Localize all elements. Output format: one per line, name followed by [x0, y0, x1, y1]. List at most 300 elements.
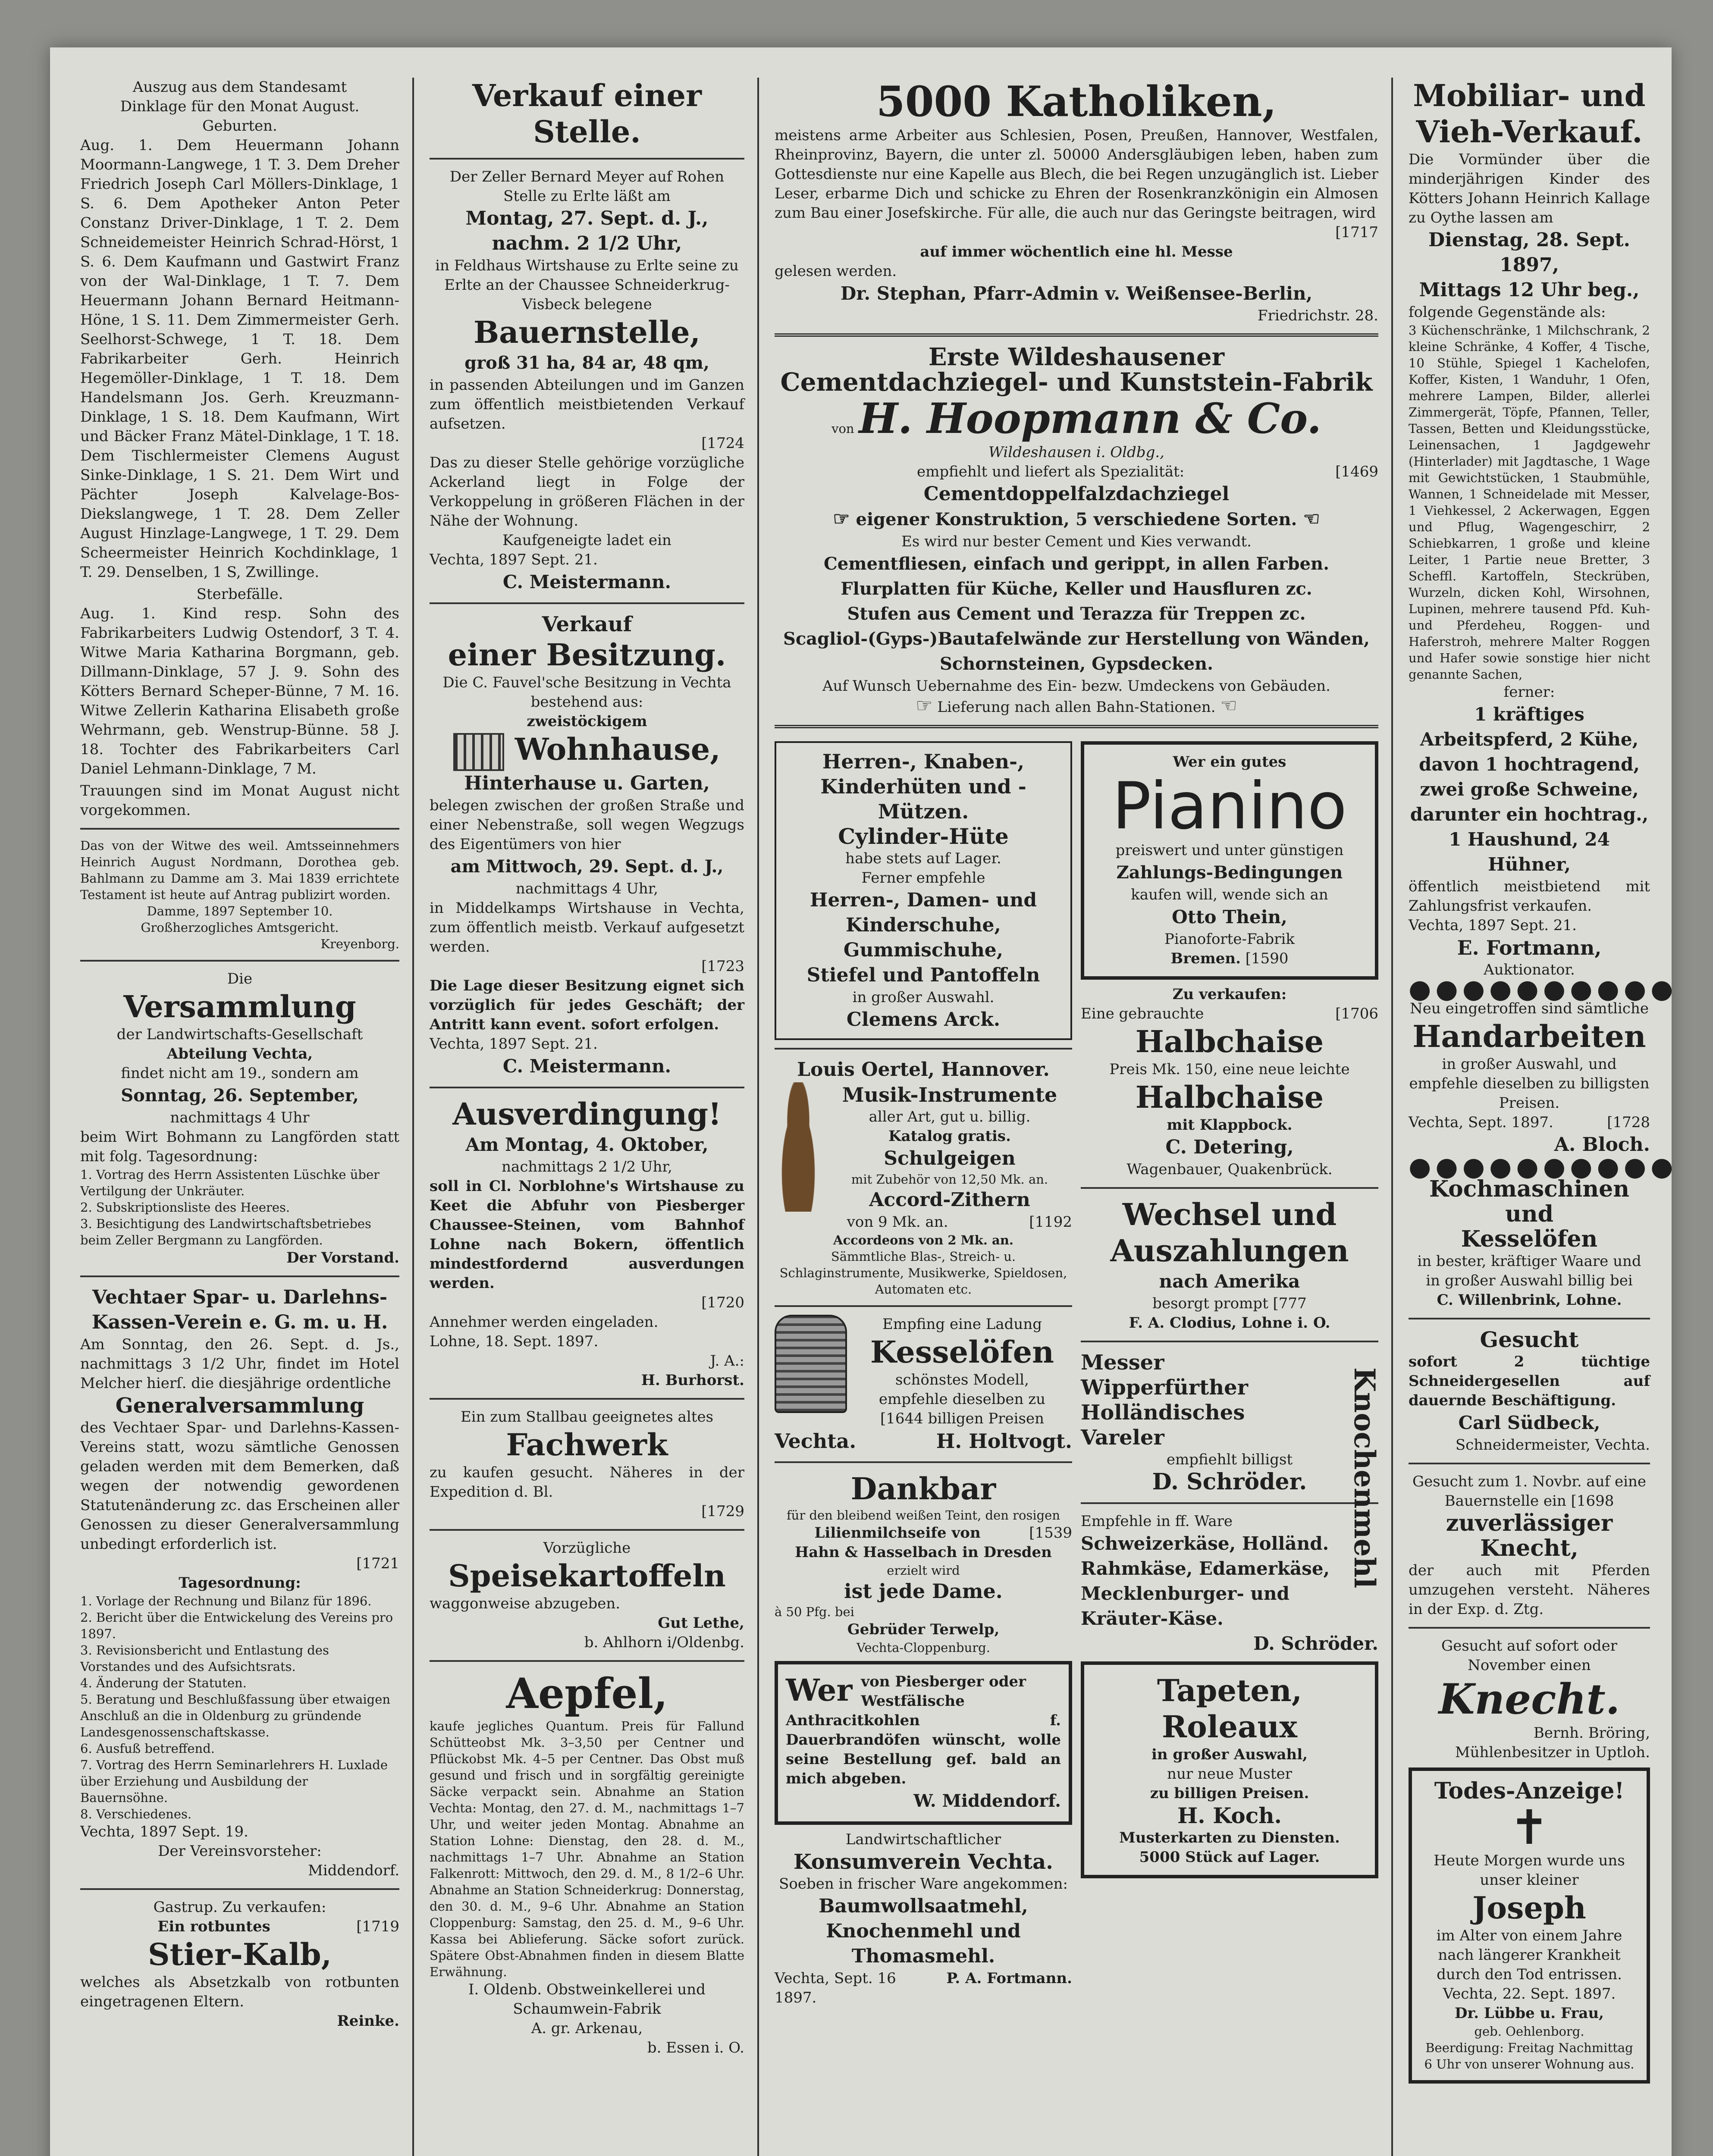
- kochm-title1: Kochmaschinen und: [1429, 1176, 1630, 1227]
- todes-sign2: geb. Oehlenborg.: [1474, 2024, 1584, 2039]
- besitzung-text4: Die Lage dieser Besitzung eignet sich vorzüglich für jedes Geschäft; der Antritt kann event. sofort erfolgen.: [430, 977, 744, 1033]
- hoopmann-p1c: Es wird nur bester Cement und Kies verwandt.: [901, 533, 1252, 550]
- hoopmann-ref: [1469: [1335, 463, 1378, 480]
- todes-date: Vechta, 22. Sept. 1897.: [1443, 1985, 1616, 2002]
- knecht2-title: Knecht.: [1438, 1675, 1620, 1724]
- dankbar-sign1: Gebrüder Terwelp,: [847, 1621, 1000, 1638]
- pointing-hand-icon: ☜: [1220, 695, 1237, 717]
- halbchaise-ad: [1081, 985, 1378, 1179]
- ausverdingung-ad: [430, 1096, 744, 1390]
- house-icon: [453, 733, 504, 771]
- stier-sign: Reinke.: [337, 2012, 399, 2030]
- konsum-title1: Landwirtschaftlicher: [845, 1831, 1001, 1848]
- besitzung-wohn: Wohnhause,: [515, 731, 721, 767]
- halbchaise-sign2: Wagenbauer, Quakenbrück.: [1126, 1161, 1333, 1178]
- konsum-text2: Baumwollsaatmehl, Knochenmehl und Thomasmehl.: [819, 1895, 1028, 1967]
- sparverein-signer: Middendorf.: [308, 1862, 399, 1879]
- aepfel-ad: [430, 1670, 744, 2058]
- versammlung-die: Die: [227, 970, 253, 987]
- hoopmann-p1: Cementdoppelfalzdachziegel: [923, 483, 1230, 505]
- katholiken-text: meistens arme Arbeiter aus Schlesien, Posen, Preußen, Hannover, Westfalen, Rheinprovinz, Bayern, die unter zl. 50000 Andersgläubigen leben, haben zum Gottesdienste nur eine Kapelle aus Blech, die bei Regen unzugänglich ist. Lieber Leser, erbarme Dich und schicke zu Ehren der Rosenkranzkönigin ein Almosen zum Bau einer Josefskirche. Für alle, die auch nur das Geringste beitragen, wird: [775, 127, 1378, 222]
- testament-notice: [80, 837, 399, 952]
- konsum-date: Vechta, Sept. 16 1897.: [775, 1970, 896, 2006]
- sparverein-item: 2. Bericht über die Entwickelung des Vereins pro 1897.: [80, 1610, 393, 1641]
- pianino-text2: Zahlungs-Bedingungen: [1116, 862, 1343, 883]
- pianino-title: Pianino: [1112, 769, 1347, 844]
- schroeder-vertical: Knochenmehl: [1348, 1367, 1381, 1589]
- pianino-text3: kaufen will, wende sich an: [1131, 886, 1328, 903]
- versammlung-item: 1. Vortrag des Herrn Assistenten Lüschke über Vertilgung der Unkräuter.: [80, 1167, 380, 1198]
- fachwerk-ref: [1729: [701, 1503, 744, 1520]
- oertel-title: Louis Oertel, Hannover.: [797, 1059, 1050, 1081]
- arck-ad: [775, 741, 1072, 1040]
- wechsel-text1: nach Amerika: [1159, 1271, 1300, 1292]
- bloch-title: Handarbeiten: [1412, 1018, 1646, 1054]
- pointing-hand-icon: ☞: [833, 508, 850, 530]
- versammlung-title: Versammlung: [123, 989, 356, 1025]
- column-rule: [412, 78, 414, 2156]
- wer-title: Wer: [786, 1672, 853, 1708]
- bloch-text2: in großer Auswahl, und empfehle dieselben zu billigsten Preisen.: [1409, 1056, 1650, 1112]
- sparverein-sign: Der Vereinsvorsteher:: [158, 1843, 322, 1860]
- divider: [1081, 1502, 1378, 1504]
- dankbar-ad: [775, 1471, 1072, 1656]
- versammlung-time: nachmittags 4 Uhr: [170, 1109, 310, 1126]
- dankbar-text3: Hahn & Hasselbach in Dresden: [795, 1544, 1052, 1561]
- stier-head: Gastrup. Zu verkaufen:: [153, 1899, 326, 1916]
- hoopmann-p3: Flurplatten für Küche, Keller und Hausfluren zc.: [841, 579, 1312, 599]
- ausverd-sign: H. Burhorst.: [641, 1372, 744, 1389]
- column-3: [775, 77, 1381, 2156]
- katholiken-addr: Friedrichstr. 28.: [1258, 307, 1378, 324]
- dankbar-sign2: Vechta-Cloppenburg.: [856, 1640, 990, 1655]
- dankbar-text6: à 50 Pfg. bei: [775, 1604, 854, 1619]
- aepfel-title: Aepfel,: [506, 1669, 668, 1718]
- knecht1-title: zuverlässiger Knecht,: [1446, 1510, 1613, 1561]
- koch-text3: zu billigen Preisen.: [1150, 1785, 1309, 1802]
- testament-date: Damme, 1897 September 10.: [147, 904, 333, 918]
- mobiliar-text3: 3 Küchenschränke, 1 Milchschrank, 2 kleine Schränke, 4 Koffer, 4 Tische, 10 Stühle, Spiegel 1 Kachelofen, Koffer, Kisten, 1 Wanduhr, 1 Ofen, mehrere Lampen, Bilder, allerlei Zimmergerät, Töpfe, Pfannen, Teller, Tassen, Betten und Kleidungsstücke, Leinensachen, 1 Jagdgewehr (Hinterlader) mit Jagdtasche, 1 Wage mit Gewichtstücken, 1 Staubmühle, Wannen, 1 Schneidelade mit Messer, 1 Viehkessel, 2 Ackerwagen, Eggen und Pflug, Wagengeschirr, 2 Schiebkarren, 1 große und kleine Leiter, 1 Partie neue Bretter, 3 Scheffl. Kartoffeln, Steckrüben, Wurzeln, dicken Kohl, Wirsohnen, Lupinen, mehrere tausend Pfd. Kuh- und Pferdeheu, Roggen- und Haferstroh, mehrere Malter Roggen und Hafer sowie sonstige hier nicht genannte Sachen,: [1409, 323, 1650, 682]
- hoopmann-p2: Cementfliesen, einfach und gerippt, in allen Farben.: [823, 554, 1330, 574]
- schroeder-cheese: Schweizerkäse, Holländ. Rahmkäse, Edamerkäse, Mecklenburger- und Kräuter-Käse.: [1081, 1533, 1330, 1629]
- dankbar-text4: erzielt wird: [887, 1563, 960, 1578]
- verkauf-stelle-ad: [430, 78, 744, 595]
- kessel-text3: billigen Preisen: [928, 1410, 1045, 1427]
- divider: [1409, 1627, 1650, 1629]
- knecht2-sign: Bernh. Bröring,: [1533, 1724, 1650, 1742]
- kartoffeln-text: waggonweise abzugeben.: [430, 1595, 621, 1612]
- verkauf-size: groß 31 ha, 84 ar, 48 qm,: [464, 353, 709, 373]
- todes-anzeige: [1409, 1767, 1650, 2084]
- ausverd-date2: Lohne, 18. Sept. 1897.: [430, 1333, 599, 1350]
- knecht1-text2: der auch mit Pferden umzugehen versteht. Näheres in der Exp. d. Ztg.: [1409, 1562, 1650, 1618]
- verkauf-date2: Vechta, 1897 Sept. 21.: [430, 551, 598, 568]
- divider: [80, 828, 399, 830]
- ausverd-text: soll in Cl. Norblohne's Wirtshause zu Keet die Abfuhr von Piesberger Chaussee-Steinen, vom Bahnhof Lohne nach Bokern, öffentlich mindestfordernd ausverdungen werden.: [430, 1178, 744, 1292]
- ausverd-date: Am Montag, 4. Oktober,: [465, 1134, 709, 1155]
- pianino-text1: preiswert und unter günstigen: [1115, 842, 1344, 859]
- besitzung-text1: Die C. Fauvel'sche Besitzung in Vechta bestehend aus:: [442, 674, 731, 711]
- column-4: [1409, 78, 1678, 2156]
- todes-title: Todes-Anzeige!: [1434, 1778, 1625, 1804]
- sterbe-heading: Sterbefälle.: [196, 586, 283, 603]
- wechsel-text2: besorgt prompt: [1152, 1295, 1268, 1312]
- sparverein-date: Vechta, 1897 Sept. 19.: [80, 1823, 248, 1840]
- column-3-left: [775, 736, 1072, 2008]
- kessel-title: Kesselöfen: [870, 1334, 1054, 1370]
- halbchaise-title1: Halbchaise: [1135, 1024, 1324, 1059]
- todes-text2: im Alter von einem Jahre nach längerer Krankheit durch den Tod entrissen.: [1436, 1927, 1622, 1983]
- knecht2-text1: Gesucht auf sofort oder November einen: [1441, 1637, 1617, 1674]
- arck-text2: Ferner empfehle: [861, 869, 985, 887]
- verkauf-text2: in Feldhaus Wirtshause zu Erlte seine zu Erlte an der Chaussee Schneiderkrug-Visbeck belegene: [435, 257, 739, 313]
- pointing-hand-icon: ☞: [916, 695, 933, 717]
- divider: [430, 602, 744, 604]
- katholiken-appeal: [775, 78, 1378, 326]
- pointing-hand-icon: ☜: [1303, 508, 1320, 530]
- wechsel-sign: F. A. Clodius, Lohne i. O.: [1129, 1314, 1330, 1332]
- verkauf-date: Montag, 27. Sept. d. J.,: [465, 207, 709, 229]
- schroeder-sign: D. Schröder.: [1152, 1469, 1307, 1495]
- besitzung-date2: Vechta, 1897 Sept. 21.: [430, 1035, 598, 1053]
- mobiliar-sign2: Auktionator.: [1484, 961, 1575, 978]
- konsum-ad: [775, 1830, 1072, 2008]
- pianino-head: Wer ein gutes: [1173, 753, 1286, 771]
- aepfel-sign4: b. Essen i. O.: [647, 2039, 744, 2056]
- divider: [1409, 1318, 1650, 1319]
- oertel-text6: Sämmtliche Blas-, Streich- u. Schlaginstrumente, Musikwerke, Spieldosen, Automaten etc.: [779, 1249, 1067, 1297]
- oertel-text2: Katalog gratis.: [888, 1128, 1011, 1145]
- fachwerk-text2: zu kaufen gesucht. Näheres in der Expedition d. Bl.: [430, 1464, 744, 1501]
- besitzung-title2: einer Besitzung.: [448, 637, 726, 673]
- sparverein-item: 4. Änderung der Statuten.: [80, 1676, 247, 1690]
- kessel-place: Vechta.: [775, 1429, 856, 1453]
- kessel-text2: empfehle dieselben zu: [878, 1391, 1046, 1408]
- mobiliar-time: Mittags 12 Uhr beg.,: [1419, 279, 1640, 301]
- verkauf-besitzung-ad: [430, 612, 744, 1079]
- divider: [1409, 1463, 1650, 1464]
- mobiliar-date2: Vechta, 1897 Sept. 21.: [1409, 917, 1577, 934]
- knecht2-ad: [1409, 1636, 1650, 1762]
- divider: [430, 1398, 744, 1400]
- divider: [430, 158, 744, 160]
- sparverein-tages: Tagesordnung:: [179, 1574, 301, 1592]
- katholiken-title: 5000 Katholiken,: [876, 77, 1277, 126]
- halbchaise-ref: [1706: [1335, 1005, 1378, 1022]
- koch-text1: in großer Auswahl,: [1151, 1746, 1308, 1763]
- ornament-divider: ●●●●●●●●●●: [1409, 974, 1678, 1004]
- verkauf-time: nachm. 2 1/2 Uhr,: [492, 232, 682, 254]
- konsum-title2: Konsumverein Vechta.: [794, 1850, 1053, 1874]
- kessel-sign: H. Holtvogt.: [936, 1429, 1072, 1453]
- aepfel-sign3: A. gr. Arkenau,: [531, 2020, 643, 2037]
- kochm-title2: Kesselöfen: [1461, 1226, 1598, 1252]
- fachwerk-ad: [430, 1407, 744, 1521]
- halbchaise-sign: C. Detering,: [1165, 1136, 1294, 1158]
- arck-title: Herren-, Knaben-, Kinderhüten und -Mützen.: [820, 750, 1026, 823]
- verkauf-text3: in passenden Abteilungen und im Ganzen zum öffentlich meistbietenden Verkauf aufsetzen.: [430, 376, 744, 432]
- versammlung-item: 3. Besichtigung des Landwirtschaftsbetriebes beim Zeller Bergmann zu Langförden.: [80, 1216, 371, 1247]
- versammlung-notice: [80, 969, 399, 1268]
- sparverein-gv: Generalversammlung: [115, 1394, 364, 1418]
- schroeder-item: Holländisches: [1081, 1401, 1245, 1425]
- oertel-text3: mit Zubehör von 12,50 Mk. an.: [851, 1172, 1048, 1187]
- kessel-head: Empfing eine Ladung: [882, 1316, 1042, 1333]
- sparverein-title2: Kassen-Verein e. G. m. u. H.: [91, 1311, 388, 1333]
- verkauf-bauern: Bauernstelle,: [473, 314, 701, 350]
- koch-title1: Tapeten,: [1157, 1673, 1302, 1708]
- testament-text: Das von der Witwe des weil. Amtsseinnehmers Heinrich August Nordmann, Dorothea geb. Bahlmann zu Damme am 3. Mai 1839 errichtete Testament ist heute auf Antrag publizirt worden.: [80, 838, 399, 902]
- column-2: [430, 78, 744, 2156]
- knecht1-ad: [1409, 1472, 1650, 1619]
- cross-icon: ✝: [1509, 1800, 1550, 1855]
- arck-cyl: Cylinder-Hüte: [838, 824, 1009, 849]
- divider: [775, 1305, 1072, 1307]
- besitzung-time: nachmittags 4 Uhr,: [515, 880, 659, 897]
- besitzung-text2: belegen zwischen der großen Straße und einer Nebenstraße, soll wegen Wegzugs des Eigentümers von hier: [430, 797, 744, 853]
- katholiken-sign: Dr. Stephan, Pfarr-Admin v. Weißensee-Berlin,: [840, 283, 1313, 304]
- schroeder-item: Wipperfürther: [1081, 1376, 1248, 1400]
- wechsel-title: Wechsel und Auszahlungen: [1110, 1197, 1349, 1269]
- kartoffeln-title: Speisekartoffeln: [448, 1558, 726, 1594]
- wechsel-ref: [777: [1273, 1295, 1307, 1312]
- versammlung-item: 2. Subskriptionsliste des Heeres.: [80, 1200, 290, 1215]
- stier-ref: [1719: [356, 1918, 399, 1935]
- oertel-text1: aller Art, gut u. billig.: [869, 1108, 1031, 1125]
- arck-stiefel: Stiefel und Pantoffeln: [806, 964, 1040, 986]
- dankbar-title: Dankbar: [850, 1471, 996, 1507]
- hoopmann-p5: Scagliol-(Gyps-)Bautafelwände zur Herstellung von Wänden, Schornsteinen, Gypsdecken.: [783, 629, 1370, 674]
- mobiliar-ferner: ferner:: [1503, 683, 1555, 701]
- knecht2-sign2: Mühlenbesitzer in Uptloh.: [1455, 1744, 1650, 1761]
- oertel-schul: Schulgeigen: [884, 1147, 1016, 1169]
- sparverein-item: 5. Beratung und Beschlußfassung über etwaigen Anschluß an die in Oldenburg zu gründende Landesgenossenschaftskasse.: [80, 1692, 391, 1739]
- arck-text3: in großer Auswahl.: [852, 989, 995, 1006]
- schroeder-text: empfiehlt billigst: [1166, 1451, 1293, 1468]
- sterbe-text: Aug. 1. Kind resp. Sohn des Fabrikarbeiters Ludwig Ostendorf, 3 T. 4. Witwe Maria Katharina Borgmann, geb. Dillmann-Dinklage, 57 J. 9. Sohn des Kötters Bernard Scheper-Bünne, 7 M. 16. Witwe Zellerin Katharina Elisabeth große Wehrmann, geb. Wenstrup-Bünne. 58 J. 18. Tochter des Fabrikarbeiters Carl Daniel Lehmann-Dinklage, 7 M.: [80, 605, 399, 777]
- divider: [775, 725, 1378, 728]
- arck-shoes: Herren-, Damen- und Kinderschuhe,: [809, 889, 1037, 936]
- stove-icon: [775, 1315, 847, 1413]
- mobiliar-title2: Vieh-Verkauf.: [1416, 114, 1643, 150]
- hoopmann-title1: Erste Wildeshausener: [928, 343, 1225, 371]
- besitzung-ref: [1723: [701, 958, 744, 975]
- hoopmann-title2: Cementdachziegel- und Kunststein-Fabrik: [780, 367, 1373, 397]
- koch-text2: nur neue Muster: [1167, 1765, 1292, 1783]
- kochm-sign: C. Willenbrink, Lohne.: [1437, 1291, 1622, 1309]
- sparverein-title1: Vechtaer Spar- u. Darlehns-: [92, 1286, 388, 1308]
- sparverein-item: 3. Revisionsbericht und Entlastung des Vorstandes und des Aufsichtsrats.: [80, 1643, 329, 1674]
- koch-text4: Musterkarten zu Diensten.: [1119, 1829, 1340, 1846]
- column-1: [80, 78, 399, 2156]
- schroeder-sign2: D. Schröder.: [1253, 1633, 1378, 1654]
- ornament-divider: ●●●●●●●●●●: [1409, 1152, 1678, 1182]
- dankbar-text1: für den bleibend weißen Teint, den rosigen: [786, 1508, 1060, 1523]
- halbchaise-text2: Preis Mk. 150, eine neue leichte: [1109, 1061, 1350, 1078]
- fachwerk-text1: Ein zum Stallbau geeignetes altes: [460, 1408, 714, 1426]
- wer-text1: von Piesberger oder Westfälische: [861, 1673, 1026, 1710]
- kessel-ad: [775, 1315, 1072, 1454]
- kochm-text: in bester, kräftiger Waare und in großer Auswahl billig bei: [1417, 1253, 1641, 1289]
- stier-text: welches als Absetzkalb von rotbunten eingetragenen Eltern.: [80, 1974, 399, 2010]
- pianino-ad: [1081, 741, 1378, 980]
- divider: [775, 1048, 1072, 1050]
- gesucht-sign: Carl Südbeck,: [1458, 1412, 1600, 1433]
- halbchaise-text3: mit Klappbock.: [1167, 1116, 1293, 1134]
- sparverein-text1: Am Sonntag, den 26. Sept. d. Js., nachmittags 3 1/2 Uhr, findet im Hotel Melcher hierſ. die diesjährige ordentliche: [80, 1336, 399, 1392]
- testament-signer: Kreyenborg.: [320, 937, 399, 951]
- pianino-ref: [1590: [1245, 950, 1289, 967]
- wer-ad: [775, 1661, 1072, 1825]
- verkauf-sign: C. Meistermann.: [502, 571, 671, 592]
- wechsel-ad: [1081, 1197, 1378, 1333]
- koch-text5: 5000 Stück auf Lager.: [1139, 1849, 1320, 1866]
- hoopmann-place: Wildeshausen i. Oldbg.,: [988, 444, 1164, 461]
- hoopmann-ad: [775, 345, 1378, 717]
- gesucht-title: Gesucht: [1480, 1327, 1579, 1352]
- sparverein-item: 8. Verschiedenes.: [80, 1807, 192, 1821]
- halbchaise-text1: Eine gebrauchte: [1081, 1005, 1204, 1022]
- newspaper-page: [50, 47, 1678, 2156]
- hoopmann-p4: Stufen aus Cement und Terazza für Treppen zc.: [847, 604, 1306, 624]
- violin-icon: [775, 1082, 822, 1212]
- schroeder-head2: Empfehle in ff. Ware: [1081, 1513, 1233, 1530]
- sparverein-ref: [1721: [356, 1555, 399, 1572]
- todes-text1: Heute Morgen wurde uns unser kleiner: [1434, 1852, 1625, 1889]
- standesamt-title: Auszug aus dem Standesamt: [132, 78, 347, 96]
- hoopmann-von: von: [831, 421, 854, 436]
- todes-text3: Beerdigung: Freitag Nachmittag 6 Uhr von unserer Wohnung aus.: [1424, 2040, 1635, 2071]
- mobiliar-text4: 1 kräftiges Arbeitspferd, 2 Kühe, davon 1 hochtragend, zwei große Schweine, darunter ein hochtrag., 1 Haushund, 24 Hühner,: [1410, 704, 1649, 875]
- knecht1-text1: Gesucht zum 1. Novbr. auf eine Bauernstelle ein: [1412, 1473, 1647, 1510]
- versammlung-sub1: der Landwirtschafts-Gesellschaft: [116, 1026, 363, 1043]
- mobiliar-title1: Mobiliar- und: [1413, 78, 1646, 113]
- divider: [430, 1529, 744, 1531]
- wer-text2: Anthracitkohlen f. Dauerbrandöfen wünscht, wolle seine Bestellung gef. bald an mich abgeben.: [786, 1712, 1061, 1787]
- oertel-text4: von 9 Mk. an.: [847, 1213, 948, 1231]
- halbchaise-head: Zu verkaufen:: [1172, 986, 1287, 1003]
- verkauf-ref: [1724: [701, 435, 744, 452]
- versammlung-text1: findet nicht am 19., sondern am: [121, 1065, 359, 1082]
- verkauf-title: Verkauf einer Stelle.: [472, 78, 702, 150]
- divider: [1081, 1341, 1378, 1342]
- testament-court: Großherzogliches Amtsgericht.: [141, 920, 339, 935]
- besitzung-title1: Verkauf: [542, 612, 632, 636]
- koch-tapeten-ad: [1081, 1661, 1378, 1878]
- stier-line: Ein rotbuntes: [157, 1918, 270, 1935]
- pianino-name: Otto Thein,: [1172, 906, 1287, 928]
- gesucht-text: sofort 2 tüchtige Schneidergesellen auf dauernde Beschäftigung.: [1409, 1353, 1650, 1409]
- pianino-text4: Pianoforte-Fabrik: [1164, 931, 1295, 948]
- wer-sign: W. Middendorf.: [913, 1791, 1061, 1811]
- mobiliar-text2: folgende Gegenstände als:: [1409, 304, 1606, 321]
- schroeder-ad: [1081, 1350, 1381, 1656]
- verkauf-text1: Der Zeller Bernard Meyer auf Rohen Stelle zu Erlte läßt am: [449, 168, 725, 205]
- dankbar-text2: Lilienmilchseife von: [814, 1524, 981, 1542]
- schroeder-item: Messer: [1081, 1351, 1164, 1375]
- besitzung-date: am Mittwoch, 29. Sept. d. J.,: [450, 856, 724, 877]
- gesucht-ad: [1409, 1327, 1650, 1455]
- halbchaise-title2: Halbchaise: [1135, 1079, 1324, 1115]
- ausverd-time: nachmittags 2 1/2 Uhr,: [502, 1158, 672, 1175]
- hoopmann-p7: Lieferung nach allen Bahn-Stationen.: [937, 699, 1216, 716]
- aepfel-sign1: I. Oldenb. Obstweinkellerei und: [468, 1981, 706, 1998]
- mobiliar-text5: öffentlich meistbietend mit Zahlungsfrist verkaufen.: [1409, 878, 1650, 915]
- besitzung-zwei: zweistöckigem: [527, 713, 647, 730]
- arck-gummi: Gummischuhe,: [843, 939, 1004, 961]
- column-3-right: [1081, 736, 1381, 2008]
- divider: [775, 333, 1378, 337]
- versammlung-date: Sonntag, 26. September,: [121, 1085, 359, 1106]
- hoopmann-p1b: eigener Konstruktion, 5 verschiedene Sorten.: [856, 509, 1297, 530]
- aepfel-sign2: Schaumwein-Fabrik: [513, 2000, 661, 2018]
- mobiliar-sign: E. Fortmann,: [1457, 936, 1602, 959]
- oertel-musik: Musik-Instrumente: [842, 1083, 1057, 1106]
- divider: [775, 1461, 1072, 1463]
- kartoffeln-head: Vorzügliche: [543, 1539, 631, 1557]
- oertel-accord: Accord-Zithern: [869, 1189, 1030, 1211]
- bloch-sign: A. Bloch.: [1554, 1134, 1650, 1156]
- kartoffeln-sign2: b. Ahlhorn i/Oldenbg.: [584, 1634, 744, 1651]
- sparverein-text2: des Vechtaer Spar- und Darlehns-Kassen-Vereins statt, wozu sämtliche Genossen geladen werden mit dem Bemerken, daß wegen der notwendig gewordenen Statutenänderung zc. das Erscheinen aller Genossen zu dieser Generalversammlung unbedingt erforderlich ist.: [80, 1419, 399, 1553]
- bloch-ref: [1728: [1607, 1114, 1650, 1131]
- verkauf-text5: Kaufgeneigte ladet ein: [502, 532, 671, 549]
- versammlung-sub2: Abteilung Vechta,: [166, 1045, 313, 1062]
- mobiliar-date: Dienstag, 28. Sept. 1897,: [1428, 229, 1630, 276]
- bloch-ad: [1409, 999, 1650, 1157]
- standesamt-notice: [80, 78, 399, 820]
- katholiken-line2: gelesen werden.: [775, 263, 897, 280]
- besitzung-sign: C. Meistermann.: [502, 1056, 671, 1077]
- schroeder-item: Vareler: [1081, 1426, 1164, 1450]
- todes-name: Joseph: [1472, 1890, 1586, 1926]
- bloch-date: Vechta, Sept. 1897.: [1409, 1114, 1553, 1131]
- aepfel-text: kaufe jegliches Quantum. Preis für Fallund Schütteobst Mk. 3–3,50 per Centner und Pflückobst Mk. 4–5 per Centner. Das Obst muß gesund und frisch und in sorgfältig gereinigte Säcke verpackt sein. Abnahme an Station Vechta: Montag, den 27. d. M., nachmittags 1–7 Uhr, und weiter jeden Montag. Abnahme an Station Lohne: Dienstag, den 28. d. M., nachmittags 1–7 Uhr. Abnahme an Station Falkenrott: Mittwoch, den 29. d. M., 8 1/2–6 Uhr. Abnahme an Station Schneiderkrug: Donnerstag, den 30. d. M., 9–6 Uhr. Abnahme an Station Cloppenburg: Samstag, den 25. d. M., 9–6 Uhr. Kassa bei Ablieferung. Säcke sofort zurück. Spätere Obst-Abnahmen finden in diesem Blatte Erwähnung.: [430, 1719, 744, 1979]
- fachwerk-title: Fachwerk: [506, 1427, 668, 1463]
- divider: [80, 1888, 399, 1890]
- hoopmann-firm: H. Hoopmann & Co.: [859, 394, 1321, 443]
- hoopmann-p6: Auf Wunsch Uebernahme des Ein- bezw. Umdeckens von Gebäuden.: [822, 677, 1330, 695]
- kartoffeln-sign1: Gut Lethe,: [658, 1614, 744, 1632]
- bloch-text1: Neu eingetroffen sind sämtliche: [1410, 1000, 1649, 1017]
- geburten-text: Aug. 1. Dem Heuermann Johann Moormann-Langwege, 1 T. 3. Dem Dreher Friedrich Joseph Carl Möllers-Dinklage, 1 S. 6. Dem Apotheker Anton Peter Constanz Driver-Dinklage, 1 T. 2. Dem Schneidemeister Heinrich Schrad-Hörst, 1 S. 6. Dem Kaufmann und Gastwirt Franz von der Wal-Dinklage, 1 T. 7. Dem Heuermann Johann Bernard Heitmann-Höne, 1 S. 11. Dem Zimmermeister Gerh. Seelhorst-Schwege, 1 T. 18. Dem Fabrikarbeiter Gerh. Heinrich Hegemöller-Dinklage, 1 T. 18. Dem Handelsmann Jos. Gerh. Kreuzmann-Dinklage, 1 S. 18. Dem Kaufmann, Wirt und Bäcker Franz Mätel-Dinklage, 1 T. 18. Dem Tischlermeister Clemens August Sinke-Dinklage, 1 S. 21. Dem Wirt und Pächter Joseph Kalvelage-Bos-Diekslangwege, 1 T. 28. Dem Zeller August Hinzlage-Langwege, 1 T. 29. Dem Scheermeister Heinrich Kochdinklage, 1 T. 29. Denselben, 1 S, Zwillinge.: [80, 137, 399, 581]
- ausverd-sign1: J. A.:: [710, 1352, 744, 1369]
- standesamt-subtitle: Dinklage für den Monat August.: [120, 98, 360, 115]
- divider: [430, 1087, 744, 1088]
- versammlung-text2: beim Wirt Bohmann zu Langförden statt mit folg. Tagesordnung:: [80, 1128, 399, 1165]
- sparverein-item: 7. Vortrag des Herrn Seminarlehrers H. Luxlade über Erziehung und Ausbildung der Bauernsöhne.: [80, 1758, 388, 1805]
- hoopmann-text1: empfiehlt und liefert als Spezialität:: [916, 463, 1185, 480]
- divider: [80, 1275, 399, 1277]
- sparverein-item: 6. Ausfuß betreffend.: [80, 1741, 215, 1756]
- dankbar-text5: ist jede Dame.: [844, 1579, 1003, 1603]
- besitzung-text3: in Middelkamps Wirtshause in Vechta, zum öffentlich meistb. Verkauf aufgesetzt werden.: [430, 899, 744, 956]
- pianino-city: Bremen.: [1170, 950, 1241, 967]
- geburten-heading: Geburten.: [202, 117, 277, 135]
- kessel-text1: schönstes Modell,: [895, 1371, 1029, 1388]
- knecht1-ref: [1698: [1571, 1492, 1614, 1510]
- todes-sign: Dr. Lübbe u. Frau,: [1454, 2005, 1604, 2022]
- column-rule: [757, 78, 759, 2156]
- ausverd-ref: [1720: [701, 1294, 744, 1311]
- ads-grid: [775, 736, 1381, 2008]
- arck-text1: habe stets auf Lager.: [845, 850, 1001, 867]
- divider: [1081, 1187, 1378, 1189]
- oertel-ref: [1192: [1029, 1213, 1072, 1231]
- trauungen-text: Trauungen sind im Monat August nicht vorgekommen.: [80, 782, 399, 819]
- verkauf-text4: Das zu dieser Stelle gehörige vorzügliche Ackerland liegt in Folge der Verkoppelung in größeren Flächen in der Nähe der Wohnung.: [430, 454, 744, 530]
- katholiken-line: auf immer wöchentlich eine hl. Messe: [920, 243, 1233, 260]
